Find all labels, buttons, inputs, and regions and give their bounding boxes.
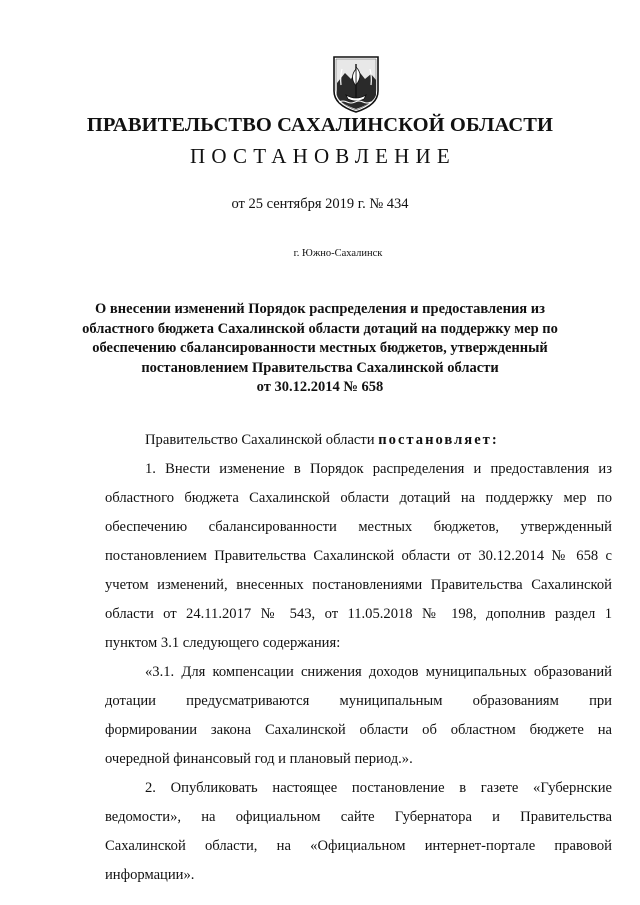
body-line: ведомости», на официальном сайте Губернатора и Правительства bbox=[105, 809, 612, 825]
body-line: информации». bbox=[105, 867, 195, 883]
document-date-number bbox=[0, 196, 640, 213]
document-type: ПОСТАНОВЛЕНИЕ bbox=[190, 144, 456, 168]
body-line: 2. Опубликовать настоящее постановление в газете «Губернские bbox=[145, 780, 612, 796]
sakhalin-coat-of-arms-icon bbox=[333, 55, 379, 113]
preamble bbox=[105, 426, 612, 455]
body-line: «3.1. Для компенсации снижения доходов муниципальных образований bbox=[145, 664, 612, 680]
city-of-issue: г. Южно-Сахалинск bbox=[293, 248, 383, 259]
subject-line: обеспечению сбалансированности местных бюджетов, утвержденный bbox=[92, 340, 548, 356]
subject-line: от 30.12.2014 № 658 bbox=[256, 379, 384, 395]
subject-line: областного бюджета Сахалинской области дотаций на поддержку мер по bbox=[82, 320, 558, 337]
decree-word: постановляет: bbox=[378, 432, 499, 448]
document-body bbox=[105, 426, 612, 890]
subject-line: О внесении изменений Порядок распределения и предоставления из bbox=[95, 301, 545, 317]
body-line: области от 24.11.2017 № 543, от 11.05.2018 № 198, дополнив раздел 1 bbox=[105, 606, 612, 622]
body-line: постановлением Правительства Сахалинской области от 30.12.2014 № 658 с bbox=[105, 548, 612, 564]
body-line: пунктом 3.1 следующего содержания: bbox=[105, 635, 341, 651]
body-line: учетом изменений, внесенных постановлениями Правительства Сахалинской bbox=[105, 577, 612, 593]
body-line: очередной финансовый год и плановый период.». bbox=[105, 751, 413, 767]
body-line: формировании закона Сахалинской области об областном бюджете на bbox=[105, 722, 612, 738]
date-number-text: от 25 сентября 2019 г. № 434 bbox=[231, 196, 409, 212]
subject-line: постановлением Правительства Сахалинской области bbox=[141, 359, 499, 376]
government-title: ПРАВИТЕЛЬСТВО САХАЛИНСКОЙ ОБЛАСТИ bbox=[86, 114, 554, 136]
body-line: 1. Внести изменение в Порядок распределения и предоставления из bbox=[145, 461, 612, 477]
body-line: Сахалинской области, на «Официальном интернет-портале правовой bbox=[105, 838, 612, 854]
document-subject bbox=[0, 300, 640, 398]
body-line: областного бюджета Сахалинской области дотаций на поддержку мер по bbox=[105, 490, 612, 506]
body-line: обеспечению сбалансированности местных бюджетов, утвержденный bbox=[105, 519, 612, 535]
preamble-text: Правительство Сахалинской области bbox=[145, 432, 379, 448]
body-line: дотации предусматриваются муниципальным образованиям при bbox=[105, 693, 612, 709]
